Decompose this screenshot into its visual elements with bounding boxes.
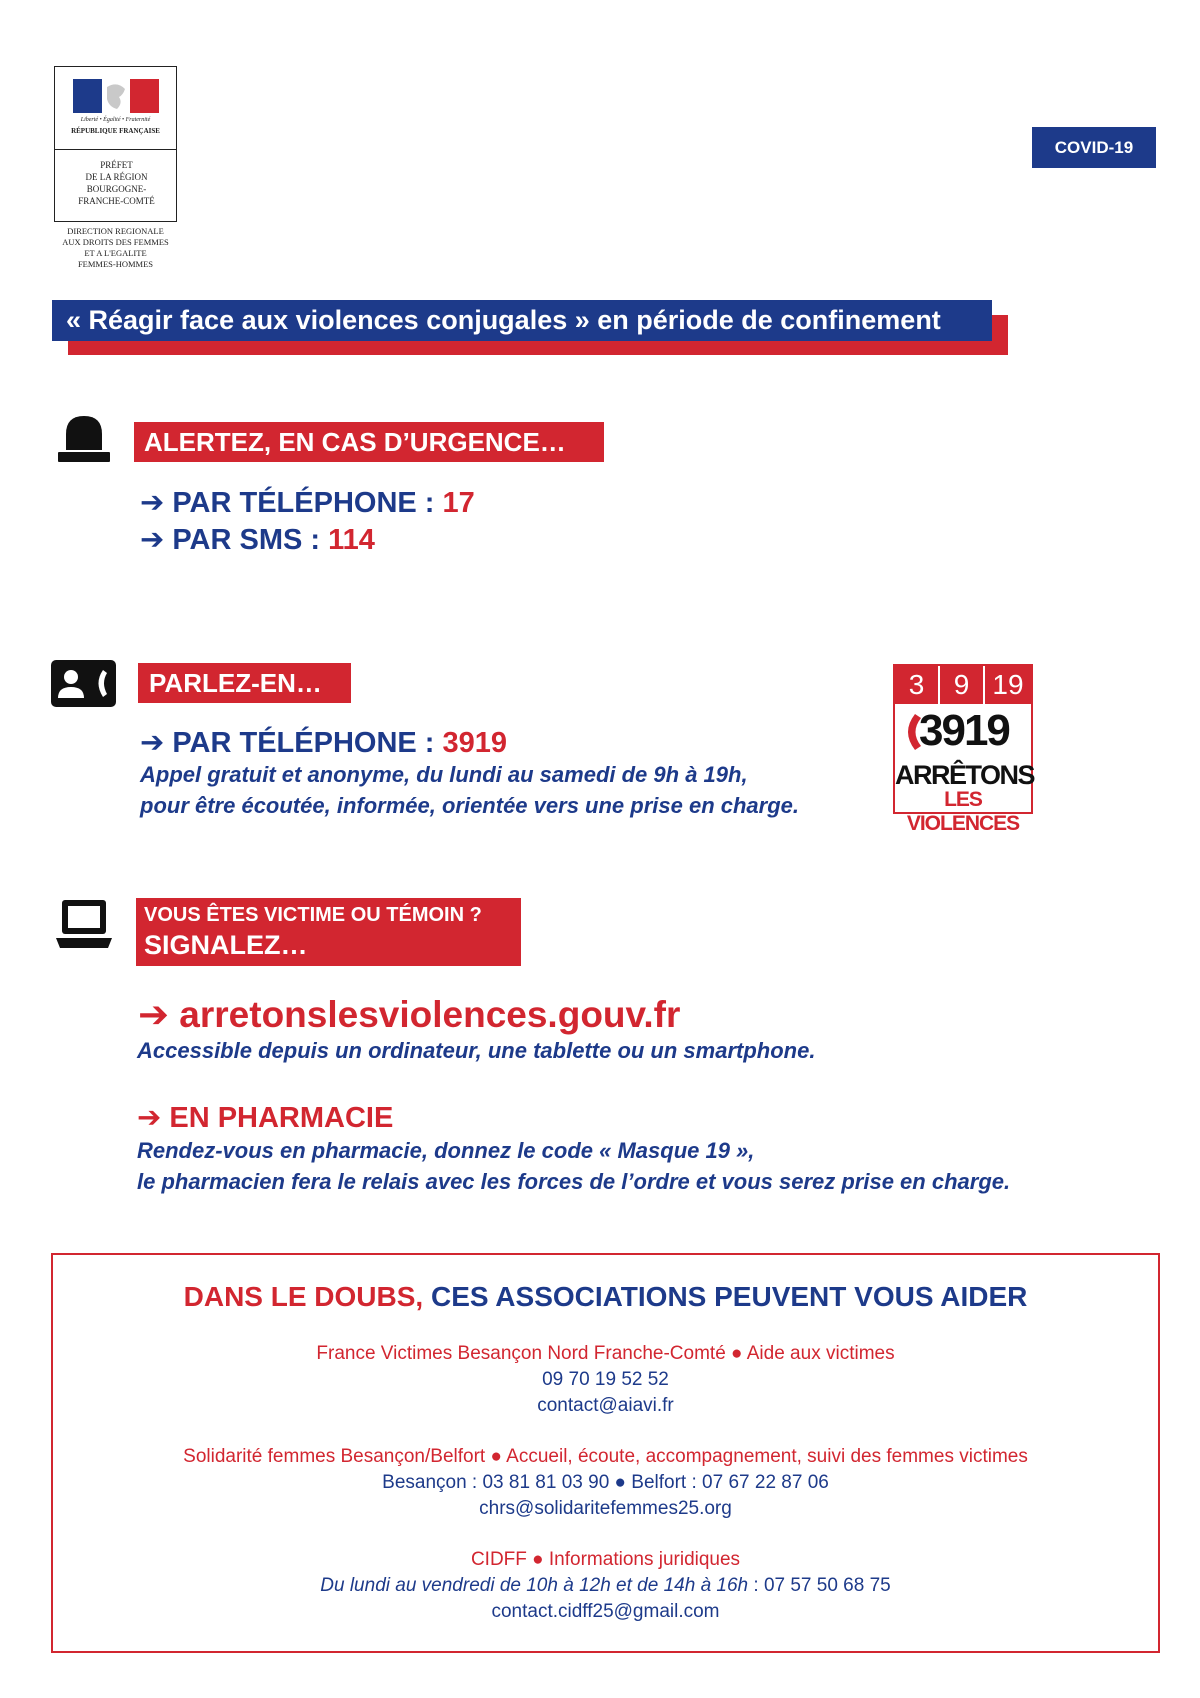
arrow-right-icon: ➔ bbox=[137, 1102, 170, 1134]
associations-heading-red: DANS LE DOUBS, bbox=[183, 1281, 424, 1312]
website-desc: Accessible depuis un ordinateur, une tablette ou un smartphone. bbox=[137, 1038, 816, 1063]
parlez-desc-2: pour être écoutée, informée, orientée vers une prise en charge. bbox=[140, 793, 800, 818]
urgence-phone-number: 17 bbox=[442, 487, 475, 519]
logo-3919-line1: ARRÊTONS bbox=[895, 760, 1035, 790]
parlez-desc-1: Appel gratuit et anonyme, du lundi au samedi de 9h à 19h, bbox=[140, 762, 748, 787]
parlez-phone-number: 3919 bbox=[442, 727, 508, 759]
website-line bbox=[138, 993, 680, 1036]
org3-email[interactable]: contact.cidff25@gmail.com bbox=[491, 1601, 720, 1622]
logo-3919-digit-3: 19 bbox=[985, 666, 1031, 704]
logo-3919 bbox=[893, 664, 1035, 835]
page-title: « Réagir face aux violences conjugales » en période de confinement bbox=[52, 300, 992, 341]
parlez-phone-line bbox=[140, 725, 507, 760]
org2-email[interactable]: chrs@solidaritefemmes25.org bbox=[479, 1498, 732, 1519]
org3-hours: Du lundi au vendredi de 10h à 12h et de 14h à 16h bbox=[320, 1575, 749, 1596]
section-urgence-label: ALERTEZ, EN CAS D’URGENCE… bbox=[134, 422, 604, 462]
logo-3919-number: 3919 bbox=[919, 706, 1009, 755]
logo-direction: DIRECTION REGIONALE AUX DROITS DES FEMMES ET A L'EGALITE FEMMES-HOMMES bbox=[62, 226, 169, 269]
pharmacie-line bbox=[137, 1100, 393, 1135]
prefecture-logo bbox=[54, 66, 177, 222]
pharmacie-desc-1: Rendez-vous en pharmacie, donnez le code « Masque 19 », bbox=[137, 1138, 755, 1163]
org2-name: Solidarité femmes Besançon/Belfort ● Accueil, écoute, accompagnement, suivi des femmes victimes bbox=[183, 1446, 1028, 1467]
website-link[interactable]: arretonslesviolences.gouv.fr bbox=[179, 994, 681, 1035]
associations-heading-blue: CES ASSOCIATIONS PEUVENT VOUS AIDER bbox=[423, 1281, 1028, 1312]
org3-hours-line bbox=[51, 1575, 1160, 1597]
section-parlez-label: PARLEZ-EN… bbox=[138, 663, 351, 703]
arrow-right-icon: ➔ bbox=[140, 524, 173, 556]
logo-divider bbox=[55, 149, 176, 150]
signalez-label-big: SIGNALEZ… bbox=[144, 930, 308, 960]
marianne-flag-icon bbox=[73, 79, 159, 113]
urgence-phone-text: PAR TÉLÉPHONE : bbox=[172, 487, 443, 519]
associations-heading bbox=[51, 1281, 1160, 1313]
signalez-label-small: VOUS ÊTES VICTIME OU TÉMOIN ? bbox=[144, 904, 482, 926]
section-signalez-label bbox=[136, 898, 521, 966]
pharmacie-desc-2: le pharmacien fera le relais avec les forces de l’ordre et vous serez prise en charge. bbox=[137, 1169, 1011, 1194]
phone-handset-icon bbox=[901, 714, 921, 750]
pharmacie-title: EN PHARMACIE bbox=[169, 1102, 394, 1134]
org2-phone: Besançon : 03 81 81 03 90 ● Belfort : 07 67 22 87 06 bbox=[382, 1472, 829, 1493]
logo-3919-line2: LES VIOLENCES bbox=[906, 788, 1020, 835]
arrow-right-icon: ➔ bbox=[140, 727, 173, 759]
logo-3919-digit-2: 9 bbox=[940, 666, 983, 704]
contact-phone-icon bbox=[51, 660, 116, 707]
alarm-siren-icon bbox=[56, 412, 112, 464]
urgence-sms-number: 114 bbox=[328, 524, 375, 556]
org3-name: CIDFF ● Informations juridiques bbox=[470, 1549, 741, 1570]
logo-motto: Liberté • Égalité • Fraternité bbox=[80, 117, 151, 123]
covid-badge: COVID-19 bbox=[1032, 127, 1156, 168]
laptop-icon bbox=[56, 898, 112, 950]
logo-prefet: PRÉFET DE LA RÉGION BOURGOGNE- FRANCHE-COMTÉ bbox=[78, 160, 155, 206]
org1-name: France Victimes Besançon Nord Franche-Comté ● Aide aux victimes bbox=[316, 1343, 895, 1364]
logo-3919-digit-1: 3 bbox=[895, 666, 938, 704]
org1-phone: 09 70 19 52 52 bbox=[542, 1369, 669, 1390]
parlez-phone-text: PAR TÉLÉPHONE : bbox=[172, 727, 443, 759]
org1-email[interactable]: contact@aiavi.fr bbox=[537, 1395, 674, 1416]
logo-republique: RÉPUBLIQUE FRANÇAISE bbox=[71, 127, 160, 135]
arrow-right-icon: ➔ bbox=[138, 994, 180, 1035]
urgence-sms-text: PAR SMS : bbox=[172, 524, 329, 556]
urgence-sms-line bbox=[140, 522, 375, 557]
org3-phone: : 07 57 50 68 75 bbox=[748, 1575, 891, 1596]
urgence-phone-line bbox=[140, 485, 475, 520]
arrow-right-icon: ➔ bbox=[140, 487, 173, 519]
